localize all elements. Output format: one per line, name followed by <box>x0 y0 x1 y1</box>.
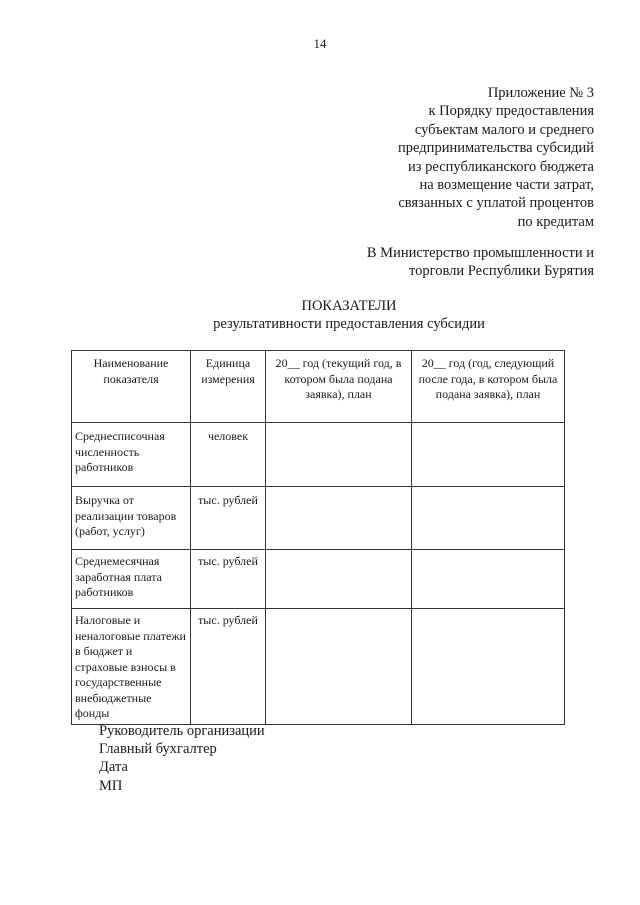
indicator-unit: тыс. рублей <box>191 550 266 609</box>
indicator-name: Среднемесячная заработная плата работников <box>72 550 191 609</box>
signature-accountant: Главный бухгалтер <box>99 741 217 758</box>
current-year-plan-cell[interactable] <box>266 609 412 725</box>
appendix-line: по кредитам <box>517 213 594 230</box>
table-header-row <box>72 351 565 423</box>
indicator-name: Выручка от реализации товаров (работ, услуг) <box>72 487 191 550</box>
document-title: ПОКАЗАТЕЛИ <box>301 298 397 314</box>
next-year-plan-cell[interactable] <box>412 423 565 487</box>
table-row <box>72 550 565 609</box>
indicator-name: Налоговые и неналоговые платежи в бюджет и страховые взносы в государственные внебюджетные фонды <box>72 609 191 725</box>
indicator-unit: тыс. рублей <box>191 487 266 550</box>
table-row <box>72 423 565 487</box>
document-subtitle: результативности предоставления субсидии <box>213 316 485 332</box>
indicators-table <box>71 350 565 725</box>
header-next-year-plan: 20__ год (год, следующий после года, в котором была подана заявка), план <box>412 351 565 423</box>
indicator-unit: тыс. рублей <box>191 609 266 725</box>
appendix-note <box>398 84 594 231</box>
addressee <box>367 244 594 281</box>
signature-head: Руководитель организации <box>99 723 265 739</box>
appendix-line: из республиканского бюджета <box>408 158 594 175</box>
appendix-line: к Порядку предоставления <box>428 103 594 120</box>
next-year-plan-cell[interactable] <box>412 609 565 725</box>
next-year-plan-cell[interactable] <box>412 487 565 550</box>
appendix-line: предпринимательства субсидий <box>398 140 594 157</box>
addressee-line: торговли Республики Бурятия <box>408 263 594 280</box>
table-row <box>72 487 565 550</box>
current-year-plan-cell[interactable] <box>266 423 412 487</box>
appendix-line: связанных с уплатой процентов <box>398 195 594 212</box>
appendix-line: субъектам малого и среднего <box>414 121 594 138</box>
signature-date: Дата <box>99 759 128 776</box>
addressee-line: В Министерство промышленности и <box>366 245 594 261</box>
header-unit: Единица измерения <box>191 351 266 423</box>
signature-block <box>99 722 265 795</box>
page-number: 14 <box>313 36 327 51</box>
appendix-line: Приложение № 3 <box>487 85 594 101</box>
indicator-name: Среднесписочная численность работников <box>72 423 191 487</box>
table-row <box>72 609 565 725</box>
signature-seal: МП <box>99 777 123 794</box>
header-indicator-name: Наименование показателя <box>72 351 191 423</box>
current-year-plan-cell[interactable] <box>266 550 412 609</box>
appendix-line: на возмещение части затрат, <box>419 177 594 194</box>
header-current-year-plan: 20__ год (текущий год, в котором была подана заявка), план <box>266 351 412 423</box>
indicator-unit: человек <box>191 423 266 487</box>
next-year-plan-cell[interactable] <box>412 550 565 609</box>
current-year-plan-cell[interactable] <box>266 487 412 550</box>
